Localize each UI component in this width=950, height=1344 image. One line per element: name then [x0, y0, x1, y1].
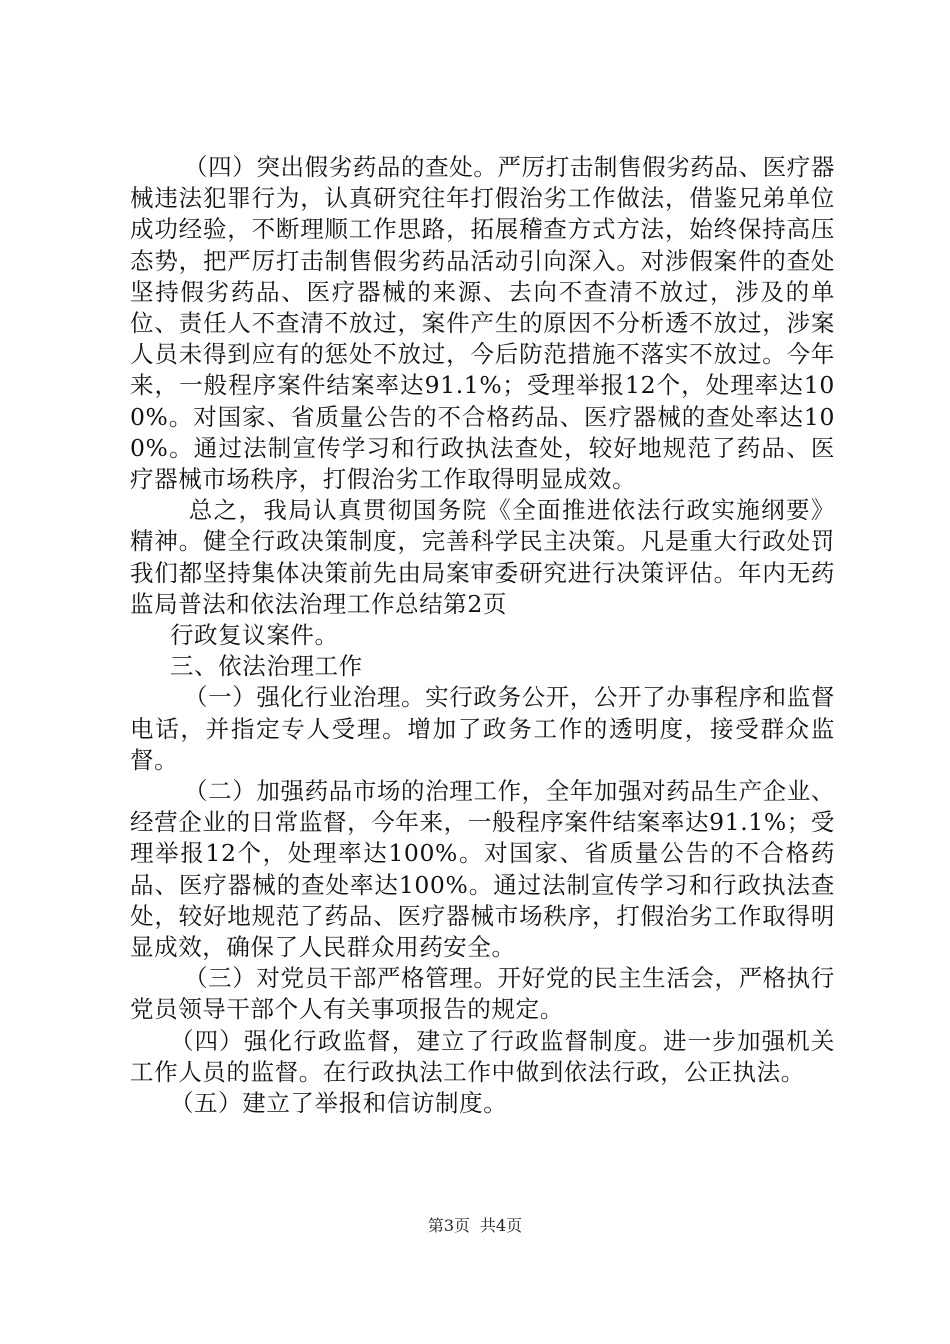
paragraph-report-system: （五）建立了举报和信访制度。: [169, 1089, 508, 1118]
page-number: 第3页: [427, 1216, 470, 1235]
page-footer: [0, 1216, 950, 1236]
page-total: 共4页: [480, 1216, 523, 1235]
paragraph-industry-governance: （一）强化行业治理。实行政务公开，公开了办事程序和监督电话，并指定专人受理。增加了政务工作的透明度，接受群众监督。: [130, 683, 835, 774]
paragraph-admin-supervision: （四）强化行政监督，建立了行政监督制度。进一步加强机关工作人员的监督。在行政执法工作中做到依法行政，公正执法。: [130, 1026, 835, 1086]
paragraph-summary: 总之，我局认真贯彻国务院《全面推进依法行政实施纲要》精神。健全行政决策制度，完善科学民主决策。凡是重大行政处罚我们都坚持集体决策前先由局案审委研究进行决策评估。年内无药监局普法和依法治理工作总结第2页: [130, 496, 835, 618]
paragraph-fake-drug-investigation: （四）突出假劣药品的查处。严厉打击制售假劣药品、医疗器械违法犯罪行为，认真研究往年打假治劣工作做法，借鉴兄弟单位成功经验，不断理顺工作思路，拓展稽查方式方法，始终保持高压态势，把严厉打击制售假劣药品活动引向深入。对涉假案件的查处坚持假劣药品、医疗器械的来源、去向不查清不放过，涉及的单位、责任人不查清不放过，案件产生的原因不分析透不放过，涉案人员未得到应有的惩处不放过，今后防范措施不落实不放过。今年来，一般程序案件结案率达91.1%；受理举报12个，处理率达100%。对国家、省质量公告的不合格药品、医疗器械的查处率达100%。通过法制宣传学习和行政执法查处，较好地规范了药品、医疗器械市场秩序，打假治劣工作取得明显成效。: [130, 153, 835, 494]
paragraph-market-governance: （二）加强药品市场的治理工作，全年加强对药品生产企业、经营企业的日常监督，今年来，一般程序案件结案率达91.1%；受理举报12个，处理率达100%。对国家、省质量公告的不合格药品、医疗器械的查处率达100%。通过法制宣传学习和行政执法查处，较好地规范了药品、医疗器械市场秩序，打假治劣工作取得明显成效，确保了人民群众用药安全。: [130, 777, 835, 962]
document-body: [130, 152, 835, 1119]
paragraph-party-management: （三）对党员干部严格管理。开好党的民主生活会，严格执行党员领导干部个人有关事项报告的规定。: [130, 964, 835, 1024]
section-heading-governance: 三、依法治理工作: [169, 652, 363, 681]
paragraph-admin-review: 行政复议案件。: [169, 621, 339, 650]
